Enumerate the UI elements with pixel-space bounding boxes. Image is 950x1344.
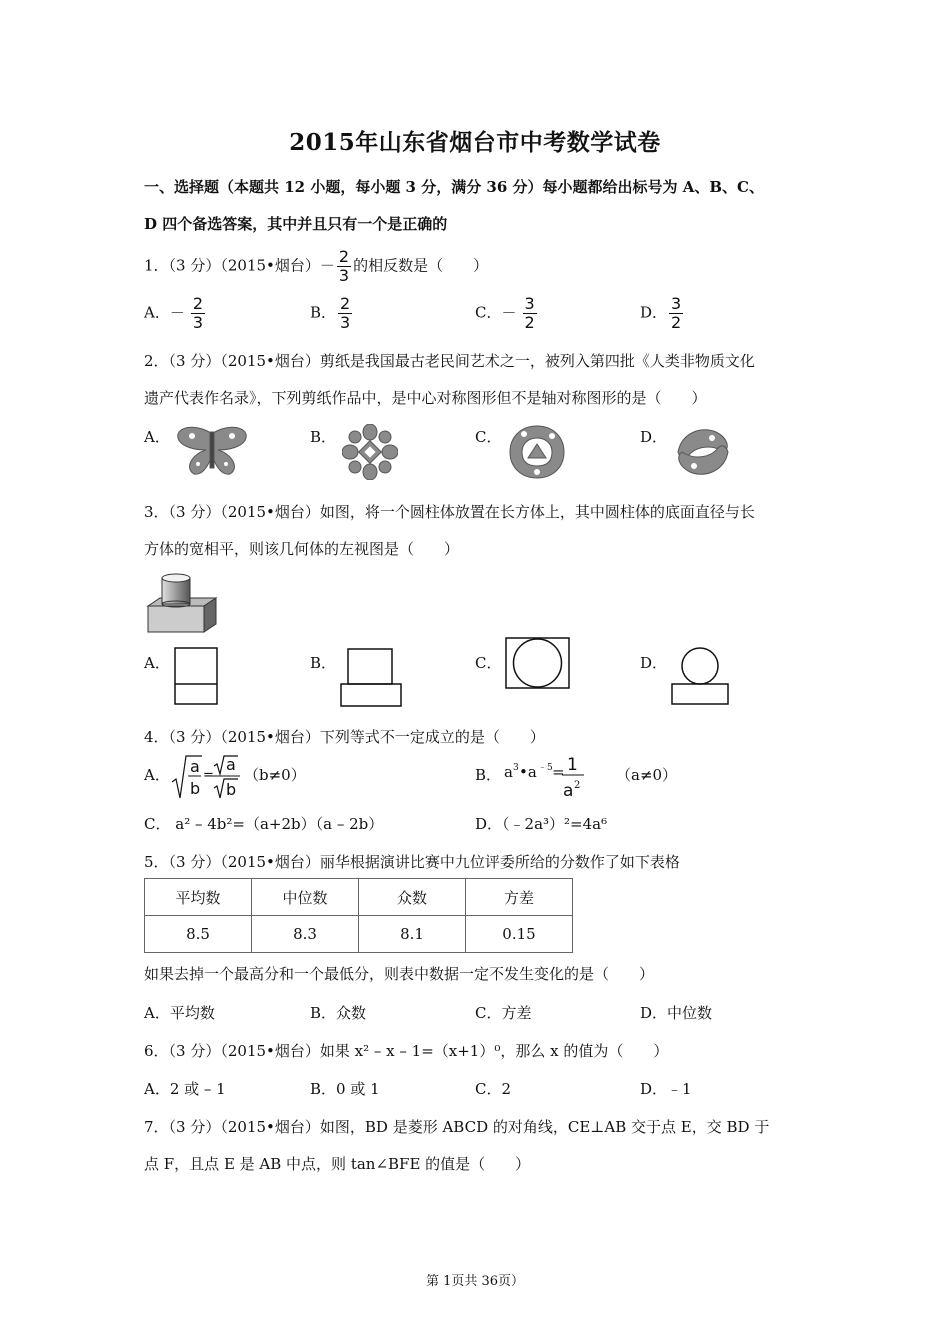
- page-footer: 第 1页共 36页）: [425, 1274, 525, 1289]
- question-1-fraction: $\frac{2}{3}$: [338, 247, 350, 285]
- table-header-row: [145, 879, 573, 916]
- question-5: 5．（3 分）（2015•烟台）丽华根据演讲比赛中九位评委所给的分数作了如下表格: [144, 853, 680, 871]
- q5-option-d[interactable]: D．中位数: [640, 1004, 713, 1022]
- svg-text:2: 2: [574, 780, 581, 791]
- svg-text:=: =: [552, 763, 565, 781]
- q2-option-b-label[interactable]: B．: [310, 428, 337, 446]
- q3-option-d-label[interactable]: D．: [640, 654, 668, 672]
- question-2-line1: 2．（3 分）（2015•烟台）剪纸是我国最古老民间艺术之一，被列入第四批《人类非物质文化: [144, 352, 755, 370]
- q4-option-a-label[interactable]: A．: [144, 766, 170, 784]
- svg-text:b: b: [190, 779, 201, 798]
- section-heading-line2: D 四个备选答案，其中并且只有一个是正确的: [144, 215, 448, 233]
- q4-option-a-condition: （b≠0）: [244, 766, 306, 784]
- svg-text:•a: •a: [519, 763, 537, 781]
- q6-option-d[interactable]: D．﹣1: [640, 1080, 692, 1098]
- q6-option-c[interactable]: C．2: [475, 1080, 512, 1098]
- q3-option-a-figure: [174, 647, 220, 707]
- question-5-followup: 如果去掉一个最高分和一个最低分，则表中数据一定不发生变化的是（ ）: [144, 965, 655, 983]
- table-header-cell: 方差: [466, 879, 573, 916]
- question-7-line2: 点 F，且点 E 是 AB 中点，则 tan∠BFE 的值是（ ）: [144, 1155, 531, 1173]
- q2-option-c-label[interactable]: C．: [475, 428, 502, 446]
- q5-option-a[interactable]: A．平均数: [144, 1004, 215, 1022]
- q3-option-b-figure: [340, 648, 404, 708]
- fish-papercut-image: [672, 422, 734, 482]
- q6-option-b[interactable]: B．0 或 1: [310, 1080, 380, 1098]
- table-cell: 8.1: [359, 916, 466, 953]
- svg-text:b: b: [226, 780, 237, 799]
- q3-option-b-label[interactable]: B．: [310, 654, 337, 672]
- q1-option-b[interactable]: B． $\frac{2}{3}$: [310, 294, 351, 332]
- q1-option-a[interactable]: A．－ $\frac{2}{3}$: [144, 294, 204, 332]
- svg-text:a: a: [504, 763, 513, 781]
- table-header-cell: 中位数: [252, 879, 359, 916]
- question-1-prefix: 1．（3 分）（2015•烟台）－: [144, 256, 335, 275]
- q4-option-b-label[interactable]: B．: [475, 766, 502, 784]
- q1-option-d[interactable]: D． $\frac{3}{2}$: [640, 294, 682, 332]
- q5-option-c[interactable]: C．方差: [475, 1004, 532, 1022]
- q3-option-a-label[interactable]: A．: [144, 654, 170, 672]
- svg-text:1: 1: [567, 755, 578, 775]
- q5-option-b[interactable]: B．众数: [310, 1004, 367, 1022]
- q2-option-a-label[interactable]: A．: [144, 428, 170, 446]
- flower-papercut-image: [342, 424, 398, 480]
- page-title: 2015年山东省烟台市中考数学试卷: [289, 129, 661, 156]
- q4-option-c[interactable]: C． a² – 4b²=（a+2b）（a – 2b）: [144, 815, 384, 833]
- q3-option-d-figure: [670, 647, 732, 707]
- q1-option-c[interactable]: C．－ $\frac{3}{2}$: [475, 294, 535, 332]
- question-3-line1: 3．（3 分）（2015•烟台）如图，将一个圆柱体放置在长方体上，其中圆柱体的底面直径与长: [144, 503, 755, 521]
- q6-option-a[interactable]: A．2 或 – 1: [144, 1080, 226, 1098]
- q4-option-a-formula: [170, 752, 242, 802]
- q4-option-b-formula: [500, 750, 616, 802]
- section-heading-line1: 一、选择题（本题共 12 小题，每小题 3 分，满分 36 分）每小题都给出标号为 A、B、C、: [144, 178, 764, 196]
- svg-text:a: a: [190, 757, 200, 776]
- swirl-papercut-image: [506, 422, 568, 482]
- question-6: 6．（3 分）（2015•烟台）如果 x² – x – 1=（x+1）⁰，那么 x 的值为（ ）: [144, 1042, 669, 1060]
- q2-option-d-label[interactable]: D．: [640, 428, 668, 446]
- table-cell: 8.5: [145, 916, 252, 953]
- svg-text:=: =: [203, 768, 214, 783]
- butterfly-papercut-image: [176, 424, 248, 476]
- q3-option-c-figure: [505, 637, 571, 691]
- table-cell: 8.3: [252, 916, 359, 953]
- question-1-suffix: 的相反数是（ ）: [353, 256, 489, 275]
- svg-text:a: a: [563, 781, 574, 801]
- table-cell: 0.15: [466, 916, 573, 953]
- q4-option-b-condition: （a≠0）: [616, 766, 678, 784]
- question-4: 4．（3 分）（2015•烟台）下列等式不一定成立的是（ ）: [144, 728, 545, 746]
- question-2-line2: 遗产代表作名录》，下列剪纸作品中，是中心对称图形但不是轴对称图形的是（ ）: [144, 389, 707, 407]
- svg-text:﹣5: ﹣5: [538, 763, 553, 773]
- table-row: [145, 916, 573, 953]
- question-7-line1: 7．（3 分）（2015•烟台）如图，BD 是菱形 ABCD 的对角线，CE⊥AB 交于点 E，交 BD 于: [144, 1118, 770, 1136]
- table-header-cell: 众数: [359, 879, 466, 916]
- question-3-line2: 方体的宽相平，则该几何体的左视图是（ ）: [144, 540, 460, 558]
- q3-option-c-label[interactable]: C．: [475, 654, 502, 672]
- score-stats-table: [144, 878, 573, 953]
- svg-text:3: 3: [513, 763, 519, 773]
- table-header-cell: 平均数: [145, 879, 252, 916]
- svg-text:a: a: [226, 755, 236, 774]
- q4-option-d[interactable]: D．（﹣2a³）²=4a⁶: [475, 815, 608, 833]
- question-1: [144, 248, 488, 285]
- cylinder-on-cuboid-figure: [146, 572, 218, 634]
